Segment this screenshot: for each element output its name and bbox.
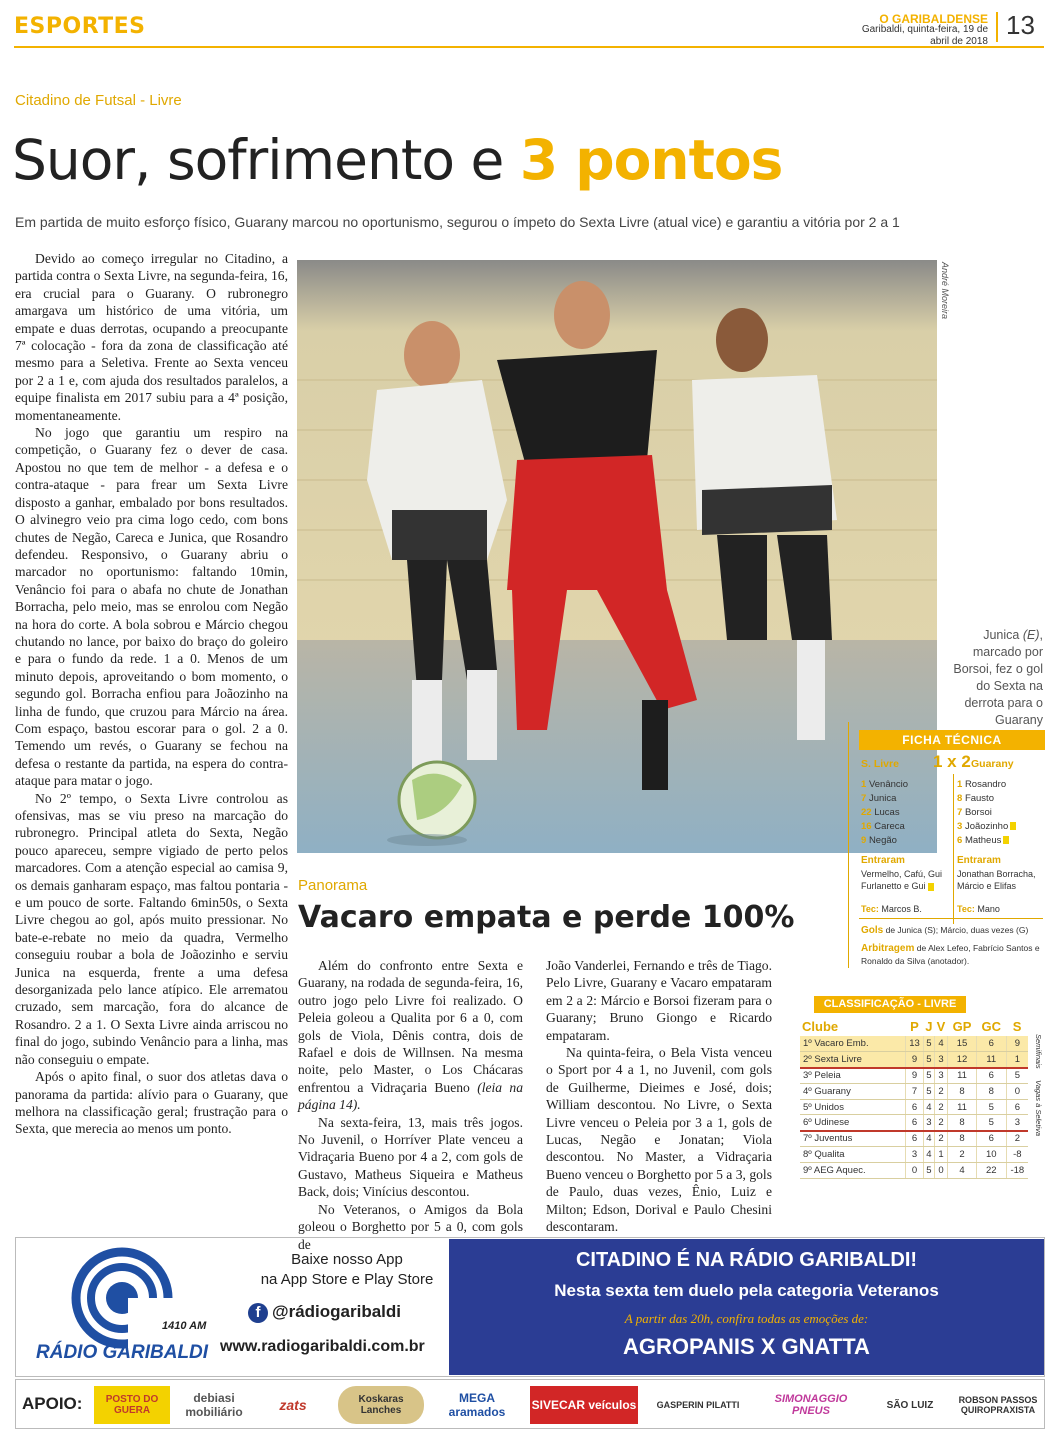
panorama-paragraph: No Veteranos, o Amigos da Bola goleou o Borghetto por 5 a 0, com gols de (298, 1201, 523, 1252)
social-handle: f @rádiogaribaldi (248, 1302, 401, 1323)
standings-cell: 0 (934, 1162, 947, 1178)
entraram-team-a: Vermelho, Cafú, Gui Furlanetto e Gui (861, 869, 943, 891)
standings-club: 4º Guarany (800, 1083, 906, 1099)
sponsor-logo: GASPERIN PILATTI (656, 1400, 740, 1410)
standings-table (800, 1016, 1028, 1179)
standings-club: 8º Qualita (800, 1147, 906, 1163)
standings-cell: 3 (934, 1068, 947, 1084)
standings-cell: 8 (948, 1115, 977, 1131)
lineup-player: 22 Lucas (861, 807, 900, 818)
sponsor-logo: ROBSON PASSOS QUIROPRAXISTA (958, 1395, 1038, 1415)
standings-cell: 9 (1006, 1036, 1028, 1052)
standings-header-row (800, 1016, 1028, 1036)
headline-main: Suor, sofrimento e (12, 128, 520, 192)
standings-cell: 0 (906, 1162, 924, 1178)
panorama-paragraph: Na sexta-feira, 13, mais três jogos. No Juvenil, o Horríver Plate venceu a Vidraçaria Bueno por 4 a 2, com gols de Gustavo, Matheus Siqueira e Matheus Back, dois; Vinícius descontou. (298, 1114, 523, 1200)
standings-cell: 15 (948, 1036, 977, 1052)
standings-cell: 6 (976, 1068, 1006, 1084)
radio-logo (32, 1246, 228, 1370)
lineup-player: 16 Careca (861, 821, 905, 832)
entraram-label-b: Entraram (957, 855, 1001, 866)
standings-club: 7º Juventus (800, 1131, 906, 1147)
caption-post: , marcado por Borsoi, fez o gol do Sexta na derrota para o Guarany (953, 628, 1043, 727)
standings-header: P (910, 1018, 919, 1034)
app-promo (234, 1250, 460, 1290)
standings-cell: 3 (1006, 1115, 1028, 1131)
article-paragraph: Após o apito final, o suor dos atletas dava o panorama da partida: alívio para o Guarany, que melhora na classificação geral; frustração para o Sexta, que merecia ao menos um ponto. (15, 1069, 288, 1137)
standings-cell: 8 (948, 1131, 977, 1147)
standings-cell: 5 (923, 1068, 934, 1084)
radio-frequency: 1410 AM (162, 1320, 207, 1332)
standings-cell: 8 (976, 1083, 1006, 1099)
yellow-card-icon (1010, 822, 1016, 830)
standings-cell: 2 (934, 1099, 947, 1115)
standings-cell: 3 (934, 1052, 947, 1068)
lineup-team-b (957, 778, 1016, 848)
panorama-kicker: Panorama (298, 877, 368, 894)
ad-line-2: Nesta sexta tem duelo pela categoria Veteranos (554, 1281, 939, 1300)
standings-box (796, 994, 1046, 1176)
lineup-player: 7 Borsoi (957, 807, 992, 818)
standings-header: V (936, 1018, 946, 1034)
entraram-label-a: Entraram (861, 855, 905, 866)
standings-cell: 1 (934, 1147, 947, 1163)
standings-cell: 4 (923, 1099, 934, 1115)
lineup-player: 7 Junica (861, 793, 897, 804)
standings-cell: 9 (906, 1068, 924, 1084)
article-subhead: Em partida de muito esforço físico, Guarany marcou no oportunismo, segurou o ímpeto do Sexta Livre (atual vice) e garantiu a vitória por 2 a 1 (15, 214, 900, 230)
standings-cell: 10 (976, 1147, 1006, 1163)
standings-club: 9º AEG Aquec. (800, 1162, 906, 1178)
standings-cell: 4 (923, 1147, 934, 1163)
standings-cell: 6 (1006, 1099, 1028, 1115)
standings-cell: 5 (923, 1052, 934, 1068)
sponsor-logo: zats (279, 1397, 307, 1413)
standings-club: 3º Peleia (800, 1068, 906, 1084)
standings-cell: 5 (976, 1099, 1006, 1115)
standings-row (800, 1083, 1028, 1099)
article-paragraph: No 2º tempo, o Sexta Livre controlou as ofensivas, mas se viu preso na marcação do rubronegro. Principal atleta do Sexta, Negão pouco apareceu, sempre vigiado de perto pelos marcadores. Com a atenção especial ao camisa 9, os demais ganharam espaço, mas faltou pontaria - e um pouco de sorte. Faltando 6min50s, o Sexta Livre chegou ao gol, após muito pressionar. No bate-e-rebate no meio da quadra, Vermelho conseguiu roubar a bola de Joãozinho e serviu Junica na esquerda, frente a uma defesa desorganizada pelo lance atípico. Ele arrematou cruzado, sem marcação, fora do alcance de Rosandro. 2 a 1. O Sexta Livre ainda arriscou no final do jogo, subindo Venâncio para a linha, mas não conseguiu o empate. (15, 790, 288, 1067)
sponsors-label: APOIO: (22, 1394, 83, 1413)
caption-pre: Junica (983, 628, 1023, 642)
radio-name: RÁDIO GARIBALDI (36, 1342, 209, 1363)
standings-row (800, 1147, 1028, 1163)
sponsor-logo: debiasi mobiliário (185, 1391, 243, 1419)
article-kicker: Citadino de Futsal - Livre (15, 92, 182, 109)
standings-cell: 8 (948, 1083, 977, 1099)
cross-reference: (leia na página 14). (298, 1079, 524, 1113)
article-body (15, 250, 288, 1138)
sponsor-logo: POSTO DO GUERA (94, 1386, 170, 1424)
app-line-2: na App Store e Play Store (260, 1271, 434, 1288)
lineup-player: 1 Venâncio (861, 779, 909, 790)
sponsors-bar (15, 1379, 1045, 1429)
article-paragraph: No jogo que garantiu um respiro na competição, o Guarany fez o dever de casa. Apostou no que tem de melhor - a defesa e o contra-ataque - para frear um Sexta Livre disposto a ganhar, embalado por bons resultados. O alvinegro veio pra cima logo cedo, com bons chutes de Negão, Careca e Junica, que Rosandro defendeu. Responsivo, o Guarany abriu o marcador no oportunismo: faltando 10min, Venâncio foi para o abafa no chute de Jonathan Borracha, pelo meio, mas se enrolou com Negão na hora do corte. A bola sobrou e Márcio chegou chutando no lance, por baixo do braço do goleiro e para o fundo da rede. 1 a 0. Menos de um minuto depois, aproveitando o bom momento, o segundo gol. Borracha enfiou para Joãozinho na linha de fundo, que cruzou para Márcio na área. Com espaço, bastou escorar para o gol. 2 a 0. Temendo um revés, o Guarany se fechou na defesa o restante da partida, na espera do contra-ataque para matar o jogo. (15, 425, 288, 789)
semifinals-label: Semifinais (1034, 1034, 1043, 1069)
standings-cell: 11 (976, 1052, 1006, 1068)
lineup-team-a (861, 778, 908, 848)
panorama-column-1 (298, 957, 523, 1253)
panorama-column-2 (546, 957, 772, 1236)
yellow-card-icon (1003, 836, 1009, 844)
sponsor-logo: Koskaras Lanches (338, 1386, 424, 1424)
sponsor-logo: SIMONAGGIO PNEUS (774, 1393, 848, 1417)
ficha-tecnica-box (848, 722, 1044, 968)
headline-highlight: 3 pontos (519, 128, 783, 192)
panorama-paragraph: João Vanderlei, Fernando e três de Tiago. Pelo Livre, Guarany e Vacaro empataram em 2 a 2: Márcio e Borsoi fizeram para o Guarany; Bruno Giongo e Ricardo empataram. (546, 958, 772, 1043)
team-b-name: Guarany (971, 758, 1014, 770)
yellow-card-icon (928, 883, 934, 891)
lineup-player: 1 Rosandro (957, 779, 1007, 790)
ficha-title: FICHA TÉCNICA (859, 730, 1045, 750)
photo-credit: André Moreira (940, 262, 950, 320)
standings-row (800, 1115, 1028, 1131)
seletiva-label: Vagas à Seletiva (1034, 1080, 1043, 1137)
photo-caption (938, 627, 1043, 729)
standings-row (800, 1099, 1028, 1115)
page-number: 13 (1006, 10, 1035, 40)
sponsor-logo: SIVECAR veículos (530, 1386, 638, 1424)
standings-cell: 2 (1006, 1131, 1028, 1147)
standings-cell: 0 (1006, 1083, 1028, 1099)
team-a-name: S. Livre (861, 758, 899, 770)
section-name: ESPORTES (14, 14, 146, 39)
caption-em: (E) (1022, 628, 1040, 642)
radio-website: www.radiogaribaldi.com.br (220, 1338, 425, 1355)
ad-line-4: AGROPANIS X GNATTA (623, 1334, 870, 1359)
standings-cell: 4 (948, 1162, 977, 1178)
standings-cell: 6 (906, 1099, 924, 1115)
entraram-team-b: Jonathan Borracha, Márcio e Elifas (957, 869, 1036, 891)
ad-banner-blue (449, 1239, 1044, 1375)
standings-cell: 6 (976, 1131, 1006, 1147)
ficha-rule (859, 918, 1043, 919)
ad-line-1: CITADINO É NA RÁDIO GARIBALDI! (575, 1249, 918, 1271)
standings-cell: 4 (923, 1131, 934, 1147)
standings-row (800, 1052, 1028, 1068)
match-photo (297, 260, 937, 853)
ficha-arbitragem: Arbitragem de Alex Lefeo, Fabrício Santos e Ronaldo da Silva (anotador). (861, 943, 1040, 966)
standings-cell: 2 (934, 1083, 947, 1099)
standings-cell: 5 (923, 1036, 934, 1052)
paper-name: O GARIBALDENSE (879, 12, 988, 26)
ad-line-3: A partir das 20h, confira todas as emoções de: (624, 1311, 869, 1326)
standings-header: GP (952, 1018, 972, 1034)
lineup-player: 3 Joãozinho (957, 820, 1016, 834)
standings-cell: 5 (923, 1083, 934, 1099)
panorama-paragraph: Na quinta-feira, o Bela Vista venceu o Sport por 4 a 1, no Juvenil, com gols de Guilherme, Dieimes e José, dois; William descontou. No Livre, o Sexta Livre venceu o Peleia por 3 a 1, gols de Lucas, Negão e Jonatan; Viola descontou. No Master, a Vidraçaria Bueno venceu o Borghetto por 5 a 3, gols de Paulo, duas vezes, Ênio, Luiz e Milton; Edson, Dorival e Paulo Chesini descontaram. (546, 1045, 772, 1235)
app-line-1: Baixe nosso App (291, 1251, 403, 1268)
standings-club: 6º Udinese (800, 1115, 906, 1131)
standings-cell: 1 (1006, 1052, 1028, 1068)
standings-cell: 22 (976, 1162, 1006, 1178)
article-headline (12, 128, 782, 192)
page-separator (996, 12, 998, 42)
standings-cell: 6 (906, 1131, 924, 1147)
standings-cell: 5 (1006, 1068, 1028, 1084)
standings-row (800, 1162, 1028, 1178)
standings-cell: 6 (976, 1036, 1006, 1052)
standings-header: GC (981, 1018, 1002, 1034)
standings-row (800, 1036, 1028, 1052)
standings-cell: 13 (906, 1036, 924, 1052)
standings-club: 1º Vacaro Emb. (800, 1036, 906, 1052)
ficha-divider (953, 774, 954, 924)
article-paragraph: Devido ao começo irregular no Citadino, a partida contra o Sexta Livre, na segunda-feira, 16, era crucial para o Guarany. O rubronegro amargava um histórico de uma vitória, um empate e duas derrotas, ocupando a preocupante 7ª colocação - fora da zona de classificação até mesmo para a Seletiva. Frente ao Sexta venceu por 2 a 1 e, com ajuda dos resultados paralelos, a equipe finalista em 2017 subiu para a 4ª posição, momentaneamente. (15, 251, 288, 423)
sponsor-logo: MEGA aramados (448, 1391, 506, 1419)
standings-cell: 2 (948, 1147, 977, 1163)
standings-row (800, 1131, 1028, 1147)
ficha-gols: Gols de Junica (S); Márcio, duas vezes (G) (861, 925, 1029, 936)
standings-cell: -8 (1006, 1147, 1028, 1163)
page-header (0, 0, 1058, 58)
standings-cell: 5 (923, 1162, 934, 1178)
standings-cell: 2 (934, 1131, 947, 1147)
standings-cell: 12 (948, 1052, 977, 1068)
standings-club: 5º Unidos (800, 1099, 906, 1115)
standings-header: J (925, 1018, 933, 1034)
standings-cell: -18 (1006, 1162, 1028, 1178)
futsal-players-illustration (297, 260, 937, 853)
standings-cell: 9 (906, 1052, 924, 1068)
standings-title: CLASSIFICAÇÃO - LIVRE (814, 996, 966, 1013)
match-score: 1 x 2 (933, 752, 971, 771)
standings-cell: 6 (906, 1115, 924, 1131)
lineup-player: 8 Fausto (957, 793, 994, 804)
lineup-player: 9 Negão (861, 835, 897, 846)
lineup-player: 6 Matheus (957, 834, 1016, 848)
standings-cell: 2 (934, 1115, 947, 1131)
tecnico-team-a: Tec: Marcos B. (861, 904, 922, 914)
paper-date: Garibaldi, quinta-feira, 19 de abril de 2018 (861, 24, 988, 47)
standings-cell: 3 (906, 1147, 924, 1163)
standings-cell: 11 (948, 1068, 977, 1084)
standings-cell: 11 (948, 1099, 977, 1115)
standings-cell: 5 (976, 1115, 1006, 1131)
standings-club: 2º Sexta Livre (800, 1052, 906, 1068)
radio-advertisement (15, 1237, 1045, 1377)
standings-header: S (1012, 1018, 1022, 1034)
standings-cell: 4 (934, 1036, 947, 1052)
tecnico-team-b: Tec: Mano (957, 904, 1000, 914)
standings-row (800, 1068, 1028, 1084)
standings-header: Clube (802, 1018, 839, 1034)
standings-cell: 7 (906, 1083, 924, 1099)
sponsor-logo: SÃO LUIZ (886, 1399, 934, 1411)
facebook-icon: f (248, 1303, 268, 1323)
panorama-headline: Vacaro empata e perde 100% (298, 900, 795, 935)
standings-cell: 3 (923, 1115, 934, 1131)
panorama-paragraph: Além do confronto entre Sexta e Guarany, na rodada de segunda-feira, 16, outro jogo pelo Livre foi realizado. O Peleia goleou a Qualita por 6 a 0, com gols de Viola, Dênis contra, dois de Rafael e dois de Willnsen. Na mesma noite, pelo Master, o Los Chácaras enfrentou a Vidraçaria Bueno (leia na página 14). (298, 958, 524, 1113)
